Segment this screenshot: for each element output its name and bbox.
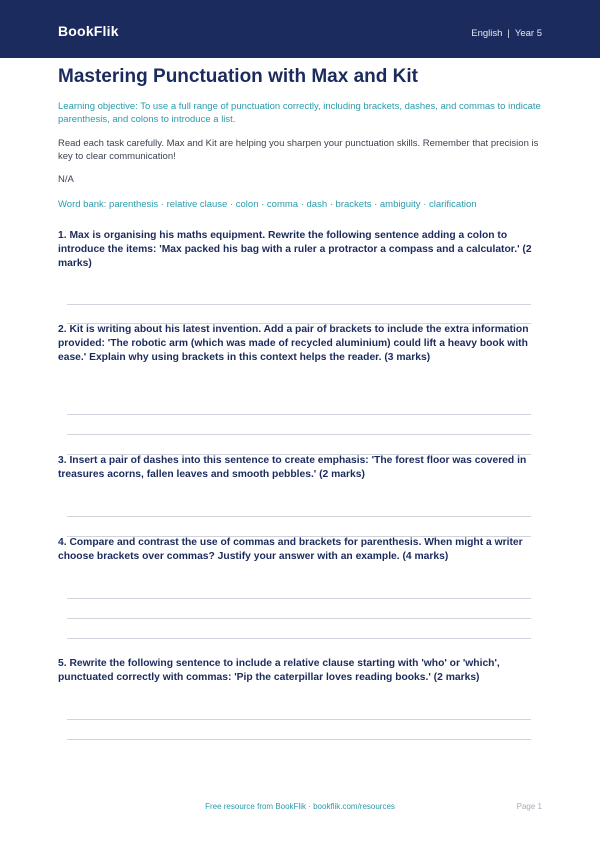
word-bank: Word bank: parenthesis · relative clause · colon · comma · dash · brackets · ambiguity · clarification <box>58 199 477 210</box>
answer-line[interactable] <box>67 304 531 305</box>
header-meta <box>471 28 542 39</box>
meta-separator: | <box>507 28 510 39</box>
instructions-text: Read each task carefully. Max and Kit are helping you sharpen your punctuation skills. Remember that precision is key to clear communication! <box>58 138 539 162</box>
page-number: Page 1 <box>516 802 542 811</box>
question-3: 3. Insert a pair of dashes into this sentence to create emphasis: 'The forest floor was covered in treasures acorns, fallen leaves and smooth pebbles.' (2 marks) <box>58 455 527 480</box>
subject-label: English <box>471 28 503 39</box>
answer-line[interactable] <box>67 516 531 517</box>
answer-line[interactable] <box>67 739 531 740</box>
worksheet-intro <box>58 66 544 210</box>
answer-line[interactable] <box>67 618 531 619</box>
brand-logo-text[interactable]: BookFlik <box>58 23 119 39</box>
answer-line[interactable] <box>67 434 531 435</box>
answer-line[interactable] <box>67 598 531 599</box>
question-5: 5. Rewrite the following sentence to include a relative clause starting with 'who' or 'which', punctuated correctly with commas: 'Pip the caterpillar loves reading books.' (2 marks) <box>58 658 500 683</box>
na-note: N/A <box>58 174 74 185</box>
answer-line[interactable] <box>67 719 531 720</box>
header-bar <box>0 0 600 58</box>
question-4: 4. Compare and contrast the use of commas and brackets for parenthesis. When might a writer choose brackets over commas? Justify your answer with an example. (4 marks) <box>58 537 523 562</box>
year-label: Year 5 <box>514 28 542 39</box>
answer-line[interactable] <box>67 638 531 639</box>
answer-line[interactable] <box>67 414 531 415</box>
page-title: Mastering Punctuation with Max and Kit <box>58 66 418 87</box>
learning-objective: Learning objective: To use a full range of punctuation correctly, including brackets, dashes, and commas to indicate parenthesis, and colons to introduce a list. <box>58 101 541 125</box>
footer-resource-link[interactable]: Free resource from BookFlik · bookflik.com/resources <box>205 802 395 811</box>
question-2: 2. Kit is writing about his latest invention. Add a pair of brackets to include the extra information provided: 'The robotic arm (which was made of recycled aluminium) could lift a heavy book with ease.' Explain why using brackets in this context helps the reader. (3 marks) <box>58 324 529 363</box>
question-1: 1. Max is organising his maths equipment. Rewrite the following sentence adding a colon to introduce the items: 'Max packed his bag with a ruler a protractor a compass and a calculator.' (2 marks) <box>58 230 532 269</box>
